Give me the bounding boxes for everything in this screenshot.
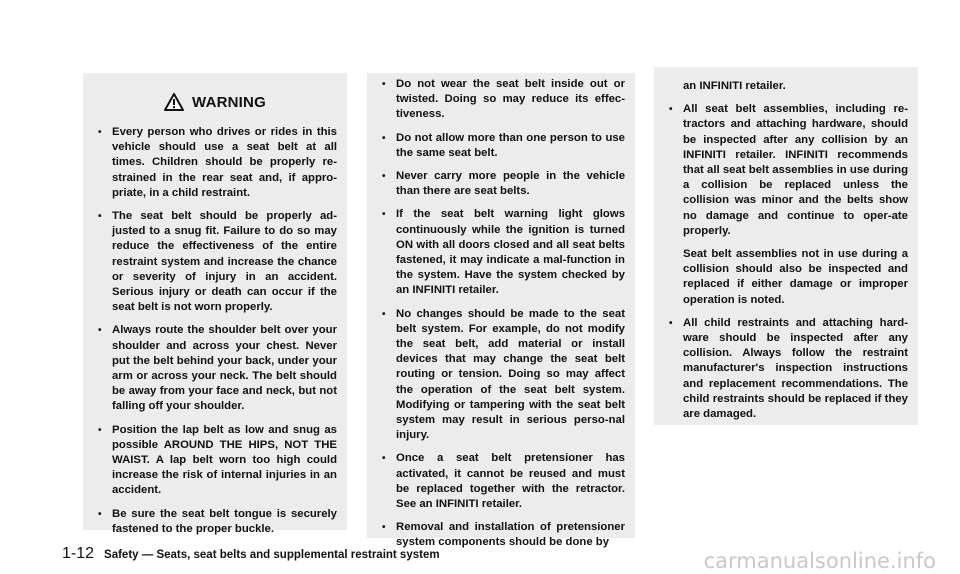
warning-item: • Do not wear the seat belt inside out or twisted. Doing so may reduce its effec-tiveness. <box>379 77 625 123</box>
warning-item: • Be sure the seat belt tongue is securely fastened to the proper buckle. <box>95 507 337 537</box>
page-number: 1-12 <box>62 545 95 562</box>
warning-item: • Every person who drives or rides in this vehicle should use a seat belt at all times. Children should be properly re-strained in the rear seat and, if appro-priate, in a child restraint. <box>95 125 337 201</box>
warning-item: • All child restraints and attaching hard-ware should be inspected after any collision. Always follow the restraint manufacturer's inspection instructions and replacement recommendations. The child restraints should be replaced if they are damaged. <box>666 316 908 422</box>
warning-panel-column-1 <box>83 73 347 535</box>
warning-item: • Position the lap belt as low and snug as possible AROUND THE HIPS, NOT THE WAIST. A lap belt worn too high could increase the risk of internal injuries in an accident. <box>95 423 337 499</box>
warning-item-continued: an INFINITI retailer. <box>683 80 786 92</box>
warning-item: • The seat belt should be properly ad-justed to a snug fit. Failure to do so may reduce the effectiveness of the entire restraint system and increase the chance or severity of injury in an accident. Serious injury or death can occur if the seat belt is not worn properly. <box>95 209 337 315</box>
warning-panel-column-3 <box>654 67 918 425</box>
warning-panel-column-2 <box>367 73 635 549</box>
warning-header <box>83 79 347 125</box>
warning-triangle-icon <box>164 93 184 111</box>
section-title: Safety — Seats, seat belts and supplemental restraint system <box>104 549 440 561</box>
warning-item: • No changes should be made to the seat belt system. For example, do not modify the seat belt, add material or install devices that may change the seat belt routing or tension. Doing so may affect the operation of the seat belt system. Modifying or tampering with the seat belt system may result in serious perso-nal injury. <box>379 307 625 444</box>
warning-item: • Always route the shoulder belt over your shoulder and across your chest. Never put the belt behind your back, under your arm or across your neck. The belt should be away from your face and neck, but not falling off your shoulder. <box>95 323 337 414</box>
warning-paragraph: Seat belt assemblies not in use during a collision should also be inspected and replaced if either damage or improper operation is noted. <box>683 248 908 306</box>
warning-item: • Removal and installation of pretensioner system components should be done by <box>379 520 625 550</box>
warning-item: • Never carry more people in the vehicle than there are seat belts. <box>379 169 625 199</box>
warning-item: • All seat belt assemblies, including re-tractors and attaching hardware, should be inspected after any collision by an INFINITI retailer. INFINITI recommends that all seat belt assemblies in use during a collision be replaced unless the collision was minor and the belts show no damage and continue to oper-ate properly. <box>666 102 908 239</box>
warning-item: • Once a seat belt pretensioner has activated, it cannot be reused and must be replaced together with the retractor. See an INFINITI retailer. <box>379 451 625 512</box>
warning-item: • If the seat belt warning light glows continuously while the ignition is turned ON with all doors closed and all seat belts fastened, it may indicate a mal-function in the system. Have the system checked by an INFINITI retailer. <box>379 207 625 298</box>
warning-title: WARNING <box>192 93 266 111</box>
page-footer <box>62 545 440 565</box>
warning-item: • Do not allow more than one person to use the same seat belt. <box>379 131 625 161</box>
watermark: carmanualsonline.info <box>703 549 936 573</box>
